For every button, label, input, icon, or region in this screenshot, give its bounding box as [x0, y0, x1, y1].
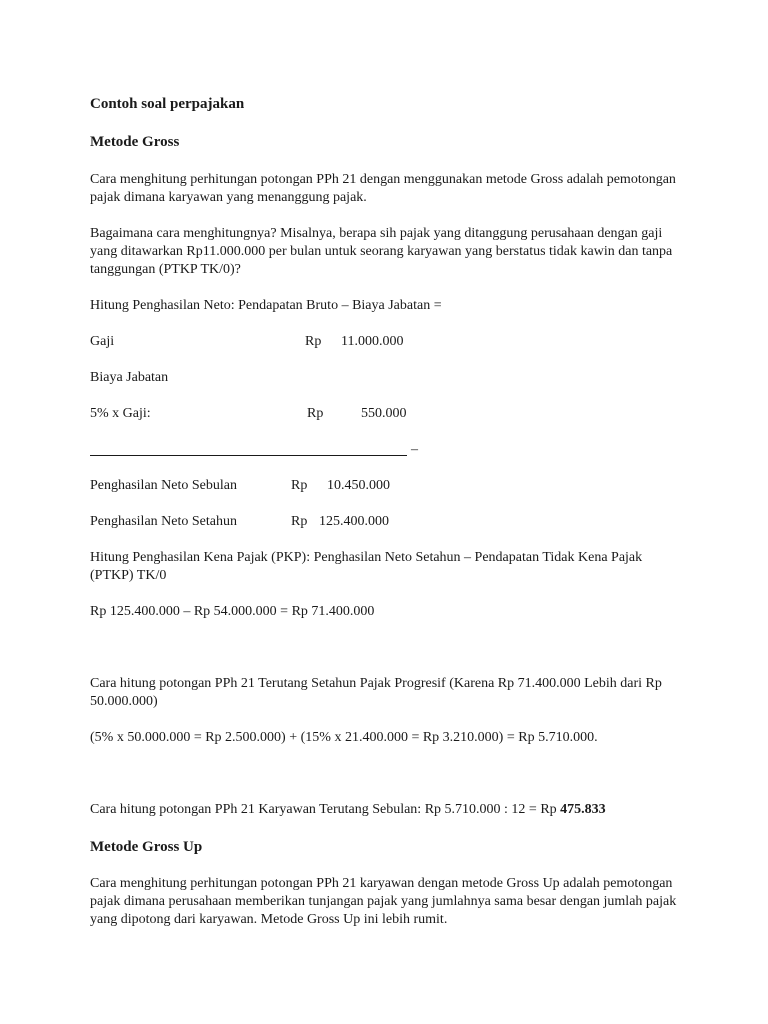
gaji-currency: Rp [305, 334, 322, 349]
neto-setahun-label: Penghasilan Neto Setahun [90, 514, 237, 529]
gaji-label: Gaji [90, 334, 115, 349]
neto-sebulan-currency: Rp [291, 478, 308, 493]
pph-sebulan-result: 475.833 [560, 802, 606, 817]
paragraph-gross-intro: Cara menghitung perhitungan potongan PPh 21 dengan menggunakan metode Gross adalah pemotongan pajak dimana karyawan yang menanggung pajak. [90, 172, 676, 205]
pph-sebulan-text: Cara hitung potongan PPh 21 Karyawan Terutang Sebulan: Rp 5.710.000 : 12 = Rp [90, 802, 561, 817]
progresif-text: Cara hitung potongan PPh 21 Terutang Setahun Pajak Progresif (Karena Rp 71.400.000 Lebih dari Rp 50.000.000) [90, 676, 662, 709]
gaji-value: 11.000.000 [341, 334, 404, 349]
biaya-jabatan-label: Biaya Jabatan [90, 370, 169, 385]
pph-sebulan-line [90, 801, 606, 819]
paragraph-gross-up-intro: Cara menghitung perhitungan potongan PPh 21 karyawan dengan metode Gross Up adalah pemotongan pajak dimana perusahaan memberikan tunjangan pajak yang jumlahnya sama besar dengan jumlah pajak yang dipotong dari karyawan. Metode Gross Up ini lebih rumit. [90, 876, 677, 927]
biaya-label: 5% x Gaji: [90, 406, 151, 421]
neto-setahun-currency: Rp [291, 514, 308, 529]
subtraction-rule [90, 455, 407, 456]
progresif-calculation: (5% x 50.000.000 = Rp 2.500.000) + (15% x 21.400.000 = Rp 3.210.000) = Rp 5.710.000. [90, 730, 598, 745]
neto-sebulan-label: Penghasilan Neto Sebulan [90, 478, 237, 493]
neto-sebulan-value: 10.450.000 [327, 478, 390, 493]
biaya-currency: Rp [307, 406, 324, 421]
biaya-value: 550.000 [361, 406, 407, 421]
section-heading-gross-up: Metode Gross Up [90, 839, 203, 855]
pkp-formula: Hitung Penghasilan Kena Pajak (PKP): Penghasilan Neto Setahun – Pendapatan Tidak Kena Pajak (PTKP) TK/0 [90, 550, 643, 583]
document-title: Contoh soal perpajakan [90, 96, 245, 112]
section-heading-gross: Metode Gross [90, 134, 180, 150]
minus-sign: – [411, 442, 418, 457]
pkp-calculation: Rp 125.400.000 – Rp 54.000.000 = Rp 71.400.000 [90, 604, 375, 619]
neto-setahun-value: 125.400.000 [319, 514, 389, 529]
paragraph-question: Bagaimana cara menghitungnya? Misalnya, berapa sih pajak yang ditanggung perusahaan dengan gaji yang ditawarkan Rp11.000.000 per bulan untuk seorang karyawan yang berstatus tidak kawin dan tanpa tanggungan (PTKP TK/0)? [90, 226, 673, 277]
neto-formula: Hitung Penghasilan Neto: Pendapatan Bruto – Biaya Jabatan = [90, 298, 442, 313]
